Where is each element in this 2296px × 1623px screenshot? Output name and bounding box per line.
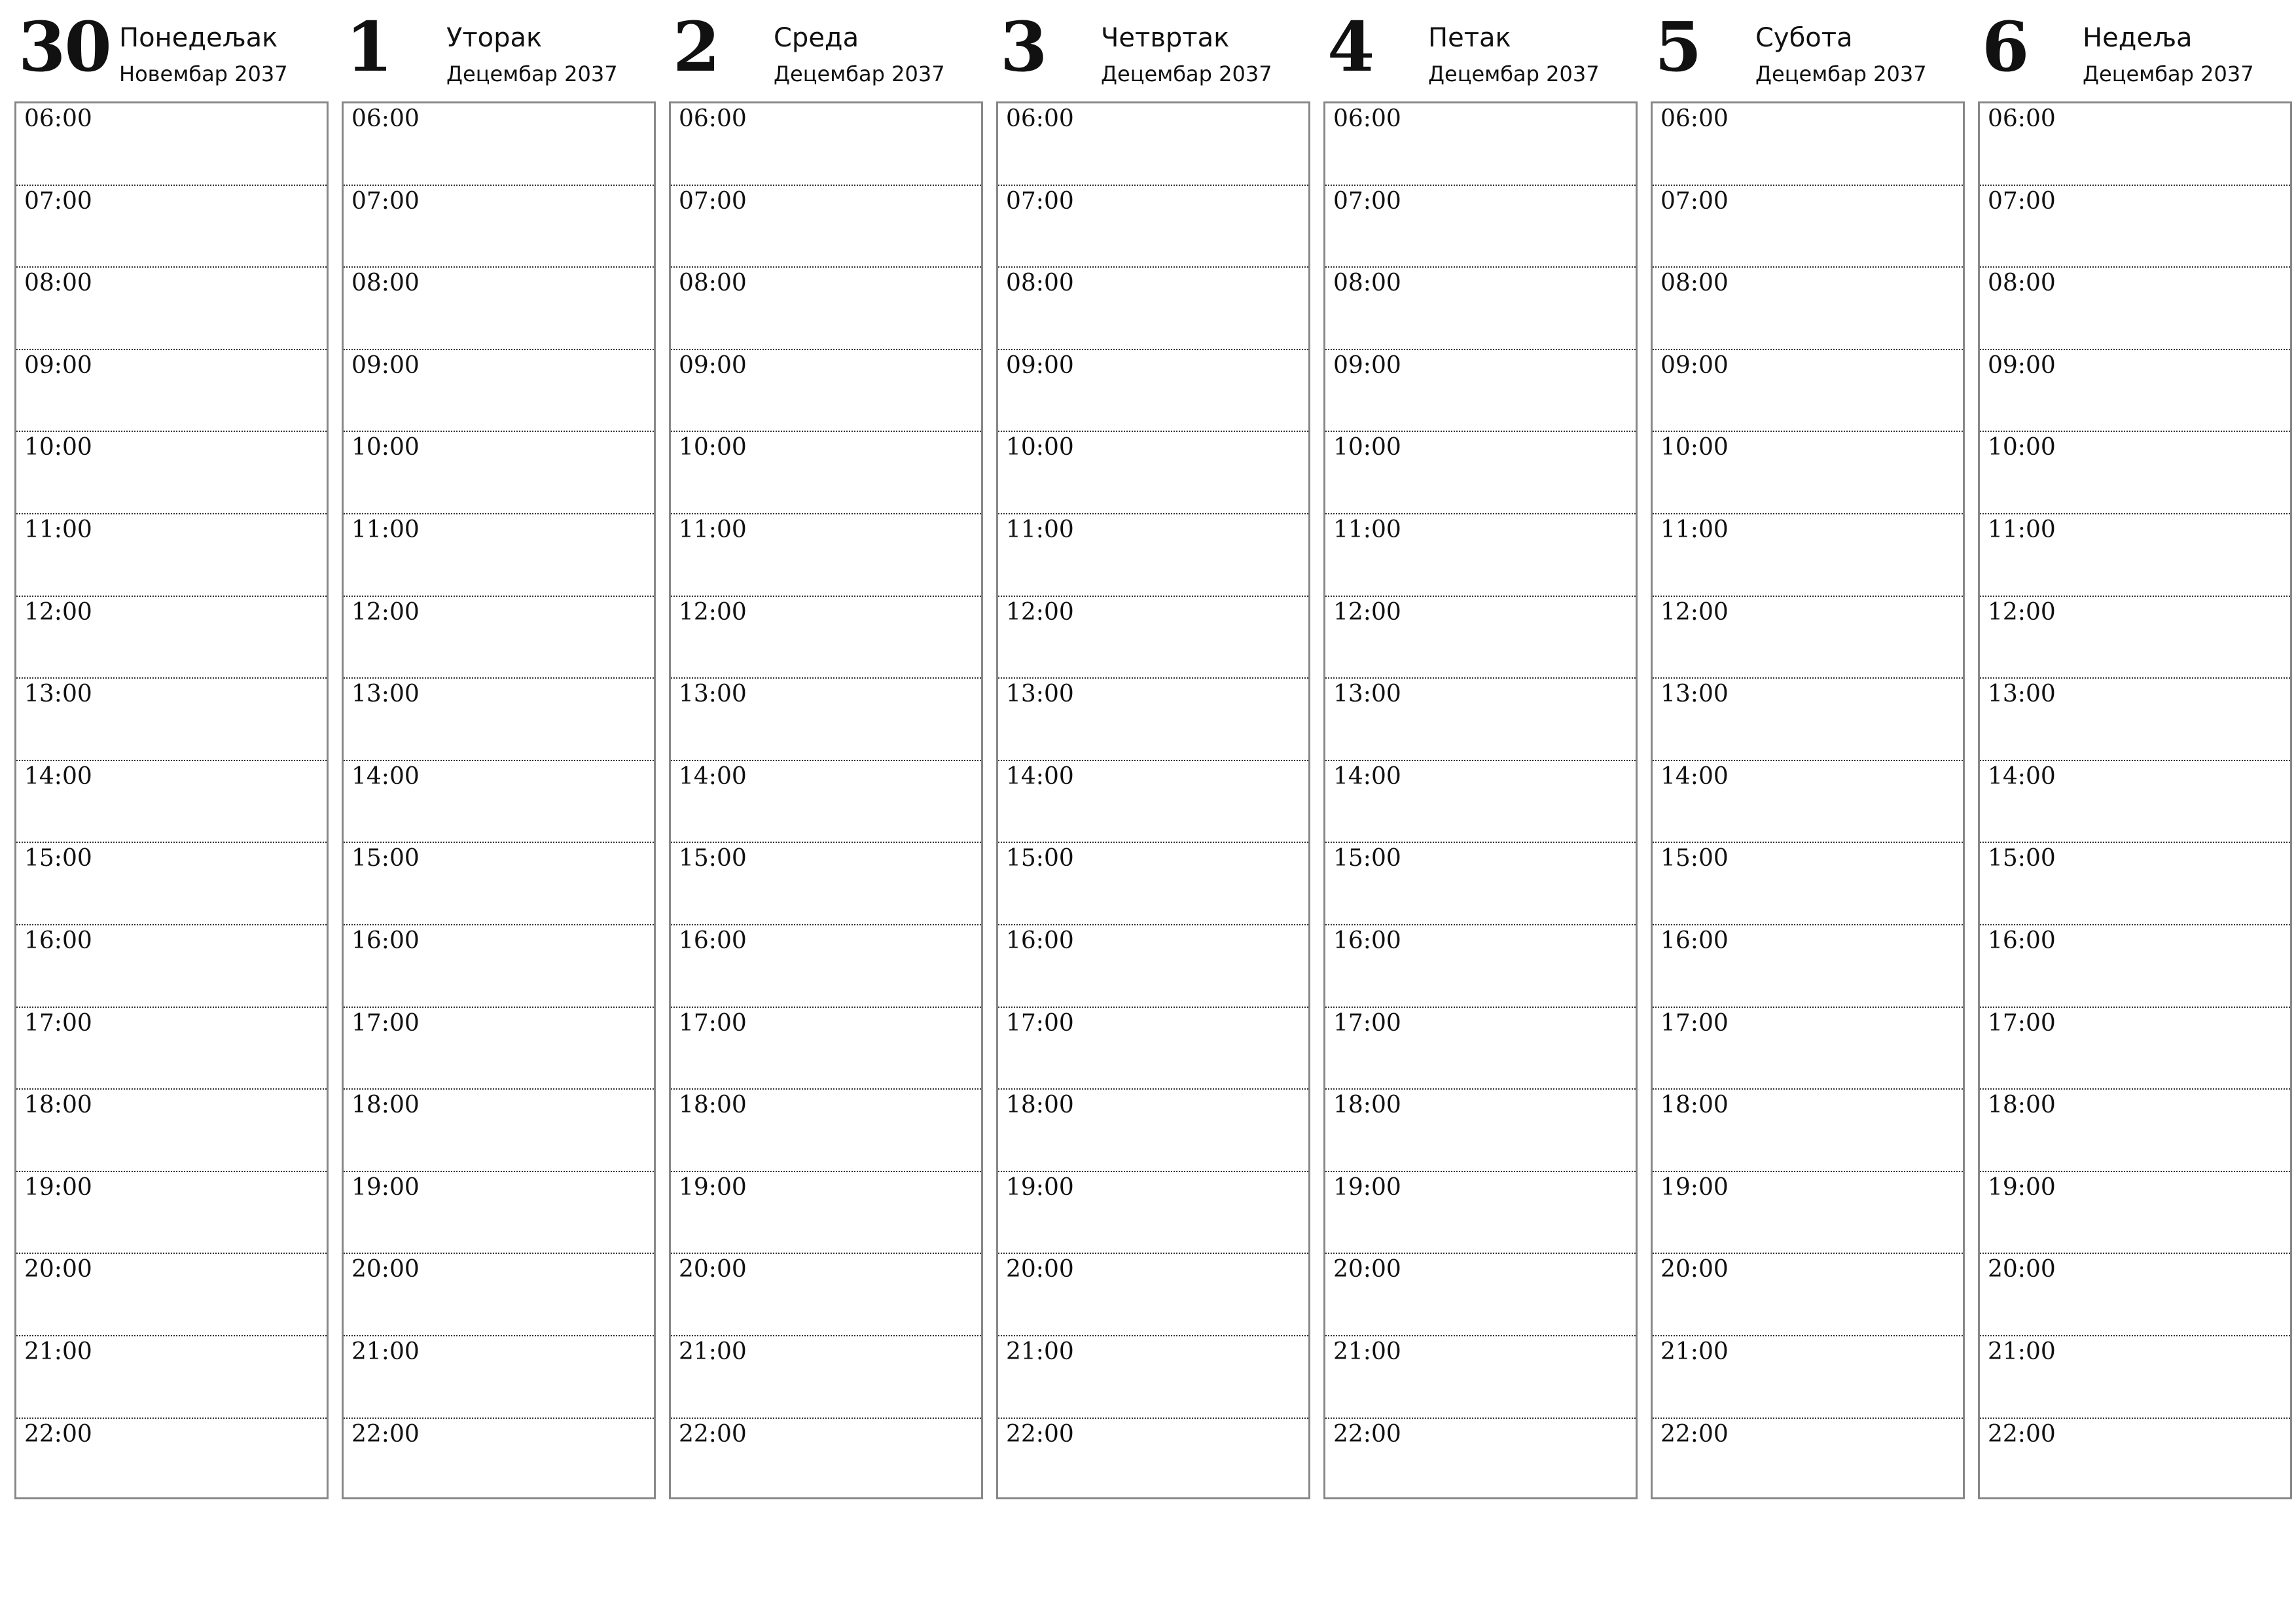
day-name: Петак	[1428, 23, 1511, 53]
weekly-planner	[14, 0, 2282, 1505]
day-name: Субота	[1755, 23, 1853, 53]
time-slots-frame	[996, 101, 1310, 1499]
slot-time-label: 10:00	[351, 434, 420, 461]
time-slot[interactable]	[1325, 843, 1636, 925]
slot-time-label: 13:00	[1006, 681, 1074, 708]
day-header	[996, 0, 1310, 98]
day-number: 5	[1655, 7, 1701, 87]
slot-time-label: 16:00	[1333, 927, 1401, 954]
time-slot[interactable]	[344, 514, 654, 597]
time-slot[interactable]	[344, 186, 654, 268]
slot-time-label: 16:00	[24, 927, 92, 954]
slot-time-label: 12:00	[1988, 598, 2056, 626]
time-slot[interactable]	[998, 186, 1308, 268]
time-slot[interactable]	[1653, 186, 1963, 268]
day-header	[1651, 0, 1965, 98]
day-column	[342, 0, 656, 1505]
time-slot[interactable]	[998, 1254, 1308, 1336]
time-slot[interactable]	[671, 1090, 981, 1172]
slot-time-label: 18:00	[679, 1092, 747, 1119]
time-slots-frame	[669, 101, 983, 1499]
slot-time-label: 11:00	[24, 516, 92, 543]
time-slot[interactable]	[671, 1419, 981, 1501]
slot-time-label: 17:00	[679, 1009, 747, 1037]
slot-time-label: 13:00	[1333, 681, 1401, 708]
slot-time-label: 21:00	[1660, 1338, 1729, 1365]
slot-time-label: 14:00	[351, 762, 420, 790]
slot-time-label: 09:00	[1006, 351, 1074, 379]
slot-time-label: 08:00	[24, 270, 92, 297]
time-slots-frame	[1978, 101, 2292, 1499]
slot-time-label: 09:00	[1333, 351, 1401, 379]
time-slot[interactable]	[671, 1254, 981, 1336]
slot-time-label: 16:00	[1006, 927, 1074, 954]
slot-time-label: 22:00	[351, 1420, 420, 1448]
time-slot[interactable]	[1653, 1336, 1963, 1419]
time-slot[interactable]	[1980, 186, 2290, 268]
time-slot[interactable]	[671, 843, 981, 925]
time-slot[interactable]	[344, 761, 654, 844]
time-slot[interactable]	[1325, 350, 1636, 433]
time-slot[interactable]	[16, 925, 327, 1008]
day-name: Уторак	[446, 23, 543, 53]
time-slot[interactable]	[671, 1336, 981, 1419]
day-column	[1651, 0, 1965, 1505]
time-slot[interactable]	[16, 268, 327, 350]
slot-time-label: 12:00	[1006, 598, 1074, 626]
time-slot[interactable]	[344, 679, 654, 761]
time-slot[interactable]	[1653, 350, 1963, 433]
slot-time-label: 11:00	[1333, 516, 1401, 543]
slot-time-label: 22:00	[1333, 1420, 1401, 1448]
time-slot[interactable]	[16, 1090, 327, 1172]
day-number: 4	[1327, 7, 1374, 87]
slot-time-label: 11:00	[1660, 516, 1729, 543]
slot-time-label: 11:00	[1988, 516, 2056, 543]
slot-time-label: 21:00	[1988, 1338, 2056, 1365]
time-slot[interactable]	[1325, 679, 1636, 761]
time-slot[interactable]	[1325, 925, 1636, 1008]
slot-time-label: 20:00	[24, 1256, 92, 1283]
time-slot[interactable]	[1980, 432, 2290, 514]
time-slot[interactable]	[998, 843, 1308, 925]
day-number: 3	[1000, 7, 1047, 87]
time-slot[interactable]	[1980, 597, 2290, 679]
time-slot[interactable]	[344, 1172, 654, 1255]
slot-time-label: 17:00	[1988, 1009, 2056, 1037]
time-slot[interactable]	[16, 1419, 327, 1501]
slot-time-label: 19:00	[679, 1173, 747, 1201]
slot-time-label: 09:00	[1660, 351, 1729, 379]
time-slot[interactable]	[344, 843, 654, 925]
slot-time-label: 14:00	[679, 762, 747, 790]
time-slot[interactable]	[16, 843, 327, 925]
day-number: 2	[673, 7, 719, 87]
slot-time-label: 11:00	[351, 516, 420, 543]
slot-time-label: 08:00	[351, 270, 420, 297]
time-slot[interactable]	[1325, 1336, 1636, 1419]
slot-time-label: 06:00	[24, 105, 92, 132]
slot-time-label: 09:00	[679, 351, 747, 379]
slot-time-label: 17:00	[1660, 1009, 1729, 1037]
slot-time-label: 21:00	[679, 1338, 747, 1365]
slot-time-label: 21:00	[1006, 1338, 1074, 1365]
slot-time-label: 16:00	[1660, 927, 1729, 954]
day-header	[1978, 0, 2292, 98]
time-slot[interactable]	[16, 350, 327, 433]
slot-time-label: 07:00	[24, 187, 92, 215]
time-slot[interactable]	[671, 1008, 981, 1090]
time-slot[interactable]	[1325, 761, 1636, 844]
time-slot[interactable]	[1653, 761, 1963, 844]
time-slot[interactable]	[16, 1172, 327, 1255]
slot-time-label: 15:00	[351, 845, 420, 872]
slot-time-label: 19:00	[1988, 1173, 2056, 1201]
slot-time-label: 06:00	[1333, 105, 1401, 132]
time-slot[interactable]	[16, 103, 327, 186]
slot-time-label: 10:00	[679, 434, 747, 461]
slot-time-label: 20:00	[1333, 1256, 1401, 1283]
time-slot[interactable]	[1980, 1419, 2290, 1501]
time-slot[interactable]	[998, 679, 1308, 761]
time-slot[interactable]	[1653, 103, 1963, 186]
slot-time-label: 07:00	[1006, 187, 1074, 215]
time-slot[interactable]	[998, 925, 1308, 1008]
time-slot[interactable]	[1653, 1008, 1963, 1090]
time-slot[interactable]	[998, 514, 1308, 597]
time-slot[interactable]	[1980, 761, 2290, 844]
slot-time-label: 14:00	[1660, 762, 1729, 790]
slot-time-label: 20:00	[679, 1256, 747, 1283]
slot-time-label: 06:00	[1988, 105, 2056, 132]
time-slot[interactable]	[998, 1008, 1308, 1090]
slot-time-label: 15:00	[1660, 845, 1729, 872]
time-slot[interactable]	[344, 1419, 654, 1501]
slot-time-label: 20:00	[1006, 1256, 1074, 1283]
time-slot[interactable]	[1325, 103, 1636, 186]
day-month: Децембар 2037	[1101, 62, 1272, 86]
slot-time-label: 15:00	[1006, 845, 1074, 872]
slot-time-label: 15:00	[1333, 845, 1401, 872]
day-name: Недеља	[2083, 23, 2193, 53]
time-slot[interactable]	[344, 1336, 654, 1419]
time-slot[interactable]	[1980, 268, 2290, 350]
time-slot[interactable]	[1653, 514, 1963, 597]
slot-time-label: 08:00	[1988, 270, 2056, 297]
day-name: Понедељак	[119, 23, 278, 53]
time-slot[interactable]	[1980, 514, 2290, 597]
time-slot[interactable]	[998, 103, 1308, 186]
slot-time-label: 16:00	[679, 927, 747, 954]
day-name: Среда	[774, 23, 859, 53]
time-slot[interactable]	[1980, 1008, 2290, 1090]
slot-time-label: 18:00	[1660, 1092, 1729, 1119]
day-column	[1978, 0, 2292, 1505]
time-slot[interactable]	[1653, 268, 1963, 350]
time-slot[interactable]	[344, 268, 654, 350]
slot-time-label: 13:00	[351, 681, 420, 708]
time-slot[interactable]	[671, 597, 981, 679]
slot-time-label: 19:00	[1006, 1173, 1074, 1201]
slot-time-label: 09:00	[24, 351, 92, 379]
slot-time-label: 18:00	[1988, 1092, 2056, 1119]
time-slot[interactable]	[16, 597, 327, 679]
time-slot[interactable]	[998, 432, 1308, 514]
time-slot[interactable]	[16, 679, 327, 761]
time-slot[interactable]	[1325, 597, 1636, 679]
slot-time-label: 10:00	[24, 434, 92, 461]
slot-time-label: 07:00	[1333, 187, 1401, 215]
slot-time-label: 22:00	[24, 1420, 92, 1448]
day-column	[1323, 0, 1638, 1505]
slot-time-label: 14:00	[24, 762, 92, 790]
day-header	[669, 0, 983, 98]
slot-time-label: 16:00	[1988, 927, 2056, 954]
slot-time-label: 21:00	[24, 1338, 92, 1365]
time-slot[interactable]	[1653, 679, 1963, 761]
time-slot[interactable]	[1325, 1090, 1636, 1172]
time-slot[interactable]	[1325, 1008, 1636, 1090]
day-month: Децембар 2037	[1428, 62, 1600, 86]
time-slot[interactable]	[671, 186, 981, 268]
slot-time-label: 10:00	[1006, 434, 1074, 461]
slot-time-label: 09:00	[1988, 351, 2056, 379]
day-column	[669, 0, 983, 1505]
time-slot[interactable]	[1653, 1419, 1963, 1501]
slot-time-label: 18:00	[24, 1092, 92, 1119]
slot-time-label: 20:00	[351, 1256, 420, 1283]
day-column	[996, 0, 1310, 1505]
time-slot[interactable]	[671, 761, 981, 844]
slot-time-label: 21:00	[351, 1338, 420, 1365]
day-header	[14, 0, 329, 98]
slot-time-label: 20:00	[1988, 1256, 2056, 1283]
slot-time-label: 18:00	[351, 1092, 420, 1119]
time-slot[interactable]	[671, 432, 981, 514]
time-slot[interactable]	[998, 597, 1308, 679]
slot-time-label: 13:00	[24, 681, 92, 708]
slot-time-label: 08:00	[679, 270, 747, 297]
time-slot[interactable]	[1325, 514, 1636, 597]
time-slot[interactable]	[1980, 1090, 2290, 1172]
slot-time-label: 15:00	[24, 845, 92, 872]
slot-time-label: 19:00	[24, 1173, 92, 1201]
time-slot[interactable]	[16, 1336, 327, 1419]
time-slots-frame	[1651, 101, 1965, 1499]
slot-time-label: 06:00	[679, 105, 747, 132]
slot-time-label: 08:00	[1660, 270, 1729, 297]
time-slot[interactable]	[1980, 350, 2290, 433]
slot-time-label: 13:00	[1660, 681, 1729, 708]
time-slot[interactable]	[998, 1336, 1308, 1419]
time-slot[interactable]	[344, 432, 654, 514]
time-slot[interactable]	[671, 268, 981, 350]
time-slot[interactable]	[344, 1008, 654, 1090]
time-slot[interactable]	[1653, 843, 1963, 925]
time-slot[interactable]	[1980, 843, 2290, 925]
slot-time-label: 13:00	[679, 681, 747, 708]
time-slot[interactable]	[671, 679, 981, 761]
time-slot[interactable]	[1325, 1419, 1636, 1501]
slot-time-label: 08:00	[1006, 270, 1074, 297]
slot-time-label: 15:00	[679, 845, 747, 872]
day-month: Децембар 2037	[774, 62, 945, 86]
slot-time-label: 22:00	[1988, 1420, 2056, 1448]
time-slot[interactable]	[1980, 1172, 2290, 1255]
time-slot[interactable]	[1325, 186, 1636, 268]
slot-time-label: 22:00	[679, 1420, 747, 1448]
slot-time-label: 17:00	[24, 1009, 92, 1037]
time-slot[interactable]	[16, 514, 327, 597]
day-number: 6	[1982, 7, 2028, 87]
slot-time-label: 20:00	[1660, 1256, 1729, 1283]
slot-time-label: 12:00	[351, 598, 420, 626]
time-slots-frame	[1323, 101, 1638, 1499]
time-slot[interactable]	[1653, 1254, 1963, 1336]
slot-time-label: 06:00	[351, 105, 420, 132]
time-slot[interactable]	[671, 1172, 981, 1255]
slot-time-label: 12:00	[24, 598, 92, 626]
time-slot[interactable]	[671, 350, 981, 433]
slot-time-label: 07:00	[351, 187, 420, 215]
time-slot[interactable]	[16, 432, 327, 514]
time-slot[interactable]	[998, 1090, 1308, 1172]
slot-time-label: 21:00	[1333, 1338, 1401, 1365]
time-slot[interactable]	[1653, 1172, 1963, 1255]
time-slot[interactable]	[344, 597, 654, 679]
slot-time-label: 07:00	[1988, 187, 2056, 215]
time-slot[interactable]	[671, 103, 981, 186]
time-slot[interactable]	[1980, 103, 2290, 186]
time-slot[interactable]	[344, 350, 654, 433]
time-slot[interactable]	[16, 761, 327, 844]
day-header	[1323, 0, 1638, 98]
slot-time-label: 22:00	[1006, 1420, 1074, 1448]
time-slot[interactable]	[344, 925, 654, 1008]
time-slots-frame	[342, 101, 656, 1499]
time-slot[interactable]	[16, 186, 327, 268]
time-slot[interactable]	[344, 1254, 654, 1336]
slot-time-label: 06:00	[1660, 105, 1729, 132]
time-slot[interactable]	[344, 103, 654, 186]
time-slot[interactable]	[998, 1419, 1308, 1501]
day-name: Четвртак	[1101, 23, 1230, 53]
time-slot[interactable]	[1653, 432, 1963, 514]
slot-time-label: 09:00	[351, 351, 420, 379]
time-slot[interactable]	[1325, 268, 1636, 350]
time-slot[interactable]	[16, 1008, 327, 1090]
slot-time-label: 13:00	[1988, 681, 2056, 708]
time-slot[interactable]	[998, 268, 1308, 350]
time-slot[interactable]	[1653, 1090, 1963, 1172]
time-slot[interactable]	[1325, 432, 1636, 514]
slot-time-label: 12:00	[1333, 598, 1401, 626]
time-slot[interactable]	[1980, 679, 2290, 761]
slot-time-label: 15:00	[1988, 845, 2056, 872]
slot-time-label: 19:00	[351, 1173, 420, 1201]
time-slot[interactable]	[998, 1172, 1308, 1255]
time-slot[interactable]	[16, 1254, 327, 1336]
slot-time-label: 08:00	[1333, 270, 1401, 297]
slot-time-label: 14:00	[1006, 762, 1074, 790]
slot-time-label: 11:00	[1006, 516, 1074, 543]
time-slot[interactable]	[344, 1090, 654, 1172]
time-slot[interactable]	[1980, 1336, 2290, 1419]
slot-time-label: 14:00	[1988, 762, 2056, 790]
day-number: 30	[18, 7, 111, 87]
slot-time-label: 12:00	[1660, 598, 1729, 626]
slot-time-label: 10:00	[1333, 434, 1401, 461]
slot-time-label: 12:00	[679, 598, 747, 626]
slot-time-label: 07:00	[679, 187, 747, 215]
time-slot[interactable]	[998, 350, 1308, 433]
slot-time-label: 18:00	[1006, 1092, 1074, 1119]
day-month: Децембар 2037	[1755, 62, 1927, 86]
time-slot[interactable]	[671, 514, 981, 597]
day-month: Децембар 2037	[446, 62, 618, 86]
day-month: Децембар 2037	[2083, 62, 2254, 86]
slot-time-label: 06:00	[1006, 105, 1074, 132]
slot-time-label: 19:00	[1333, 1173, 1401, 1201]
slot-time-label: 14:00	[1333, 762, 1401, 790]
slot-time-label: 17:00	[351, 1009, 420, 1037]
time-slots-frame	[14, 101, 329, 1499]
slot-time-label: 18:00	[1333, 1092, 1401, 1119]
time-slot[interactable]	[1325, 1254, 1636, 1336]
slot-time-label: 19:00	[1660, 1173, 1729, 1201]
slot-time-label: 07:00	[1660, 187, 1729, 215]
time-slot[interactable]	[1980, 1254, 2290, 1336]
time-slot[interactable]	[1653, 925, 1963, 1008]
time-slot[interactable]	[1980, 925, 2290, 1008]
slot-time-label: 17:00	[1006, 1009, 1074, 1037]
day-month: Новембар 2037	[119, 62, 288, 86]
day-number: 1	[346, 7, 392, 87]
slot-time-label: 10:00	[1988, 434, 2056, 461]
day-column	[14, 0, 329, 1505]
time-slot[interactable]	[1653, 597, 1963, 679]
slot-time-label: 17:00	[1333, 1009, 1401, 1037]
slot-time-label: 11:00	[679, 516, 747, 543]
slot-time-label: 10:00	[1660, 434, 1729, 461]
day-header	[342, 0, 656, 98]
slot-time-label: 22:00	[1660, 1420, 1729, 1448]
time-slot[interactable]	[671, 925, 981, 1008]
slot-time-label: 16:00	[351, 927, 420, 954]
time-slot[interactable]	[1325, 1172, 1636, 1255]
time-slot[interactable]	[998, 761, 1308, 844]
